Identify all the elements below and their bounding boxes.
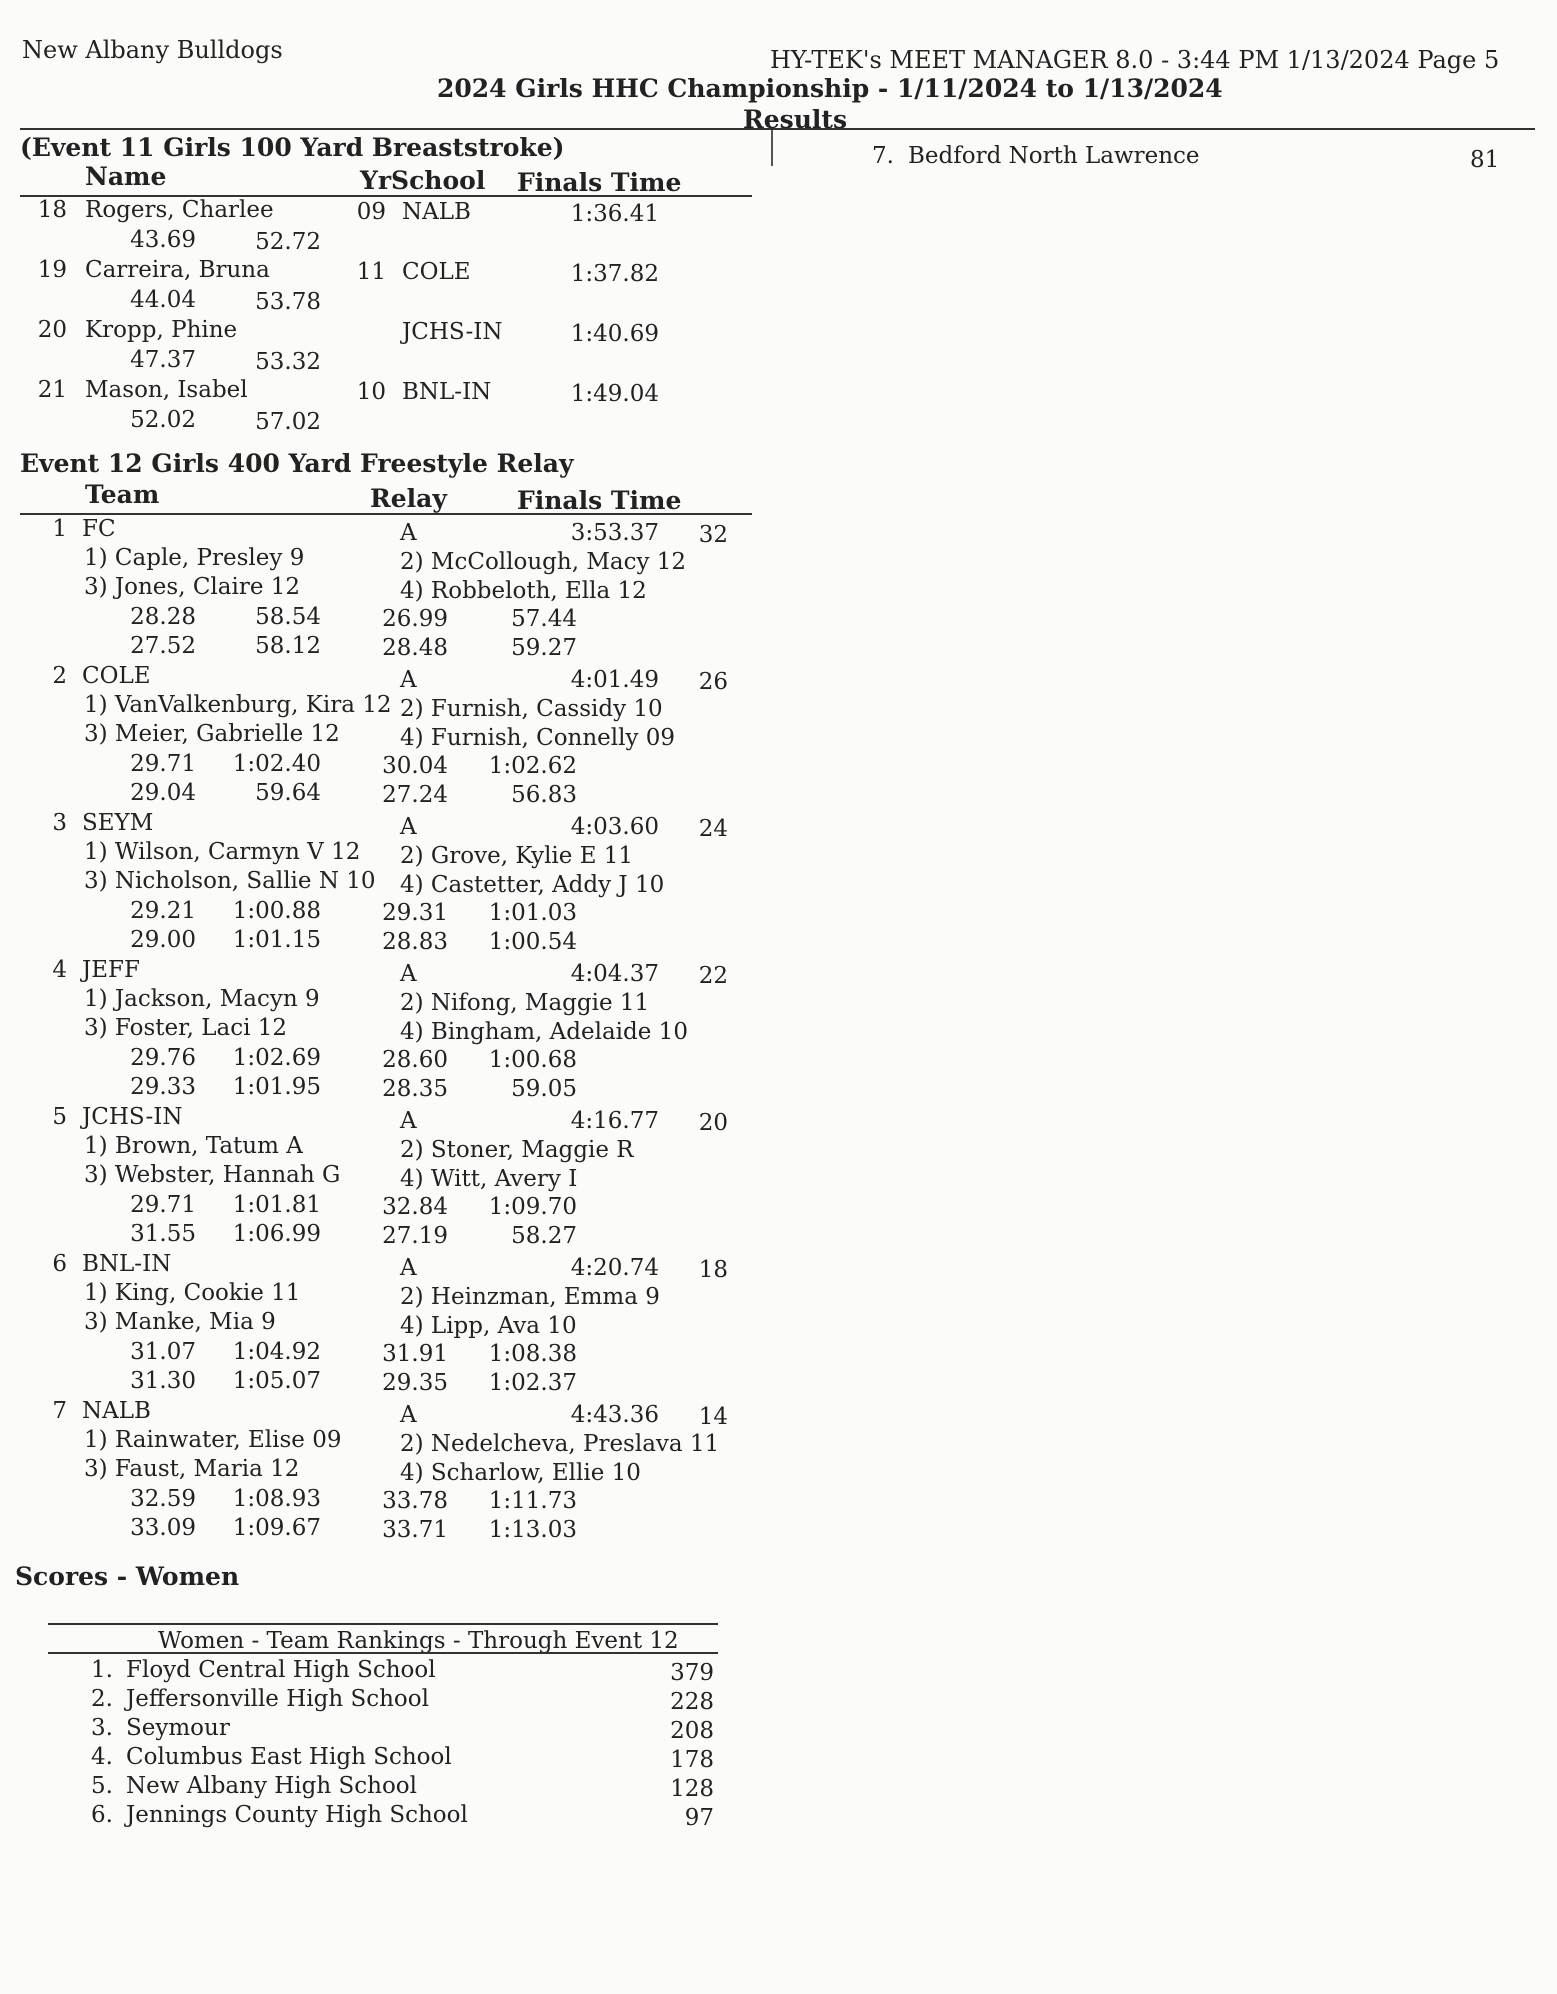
swimmer-name: Carreira, Bruna — [85, 257, 270, 283]
split-time: 27.24 — [382, 782, 448, 808]
finals-time: 4:04.37 — [570, 961, 659, 987]
ranked-team: Seymour — [126, 1715, 230, 1741]
swimmer-school: JCHS-IN — [402, 319, 503, 345]
split-time: 58.54 — [255, 604, 321, 630]
split-time: 29.71 — [130, 1192, 196, 1218]
relay-letter: A — [400, 814, 417, 840]
split-time: 29.31 — [382, 900, 448, 926]
relay-swimmer: 3) Nicholson, Sallie N 10 — [84, 868, 376, 894]
team-name-header: New Albany Bulldogs — [22, 36, 283, 64]
relay-swimmer: 1) VanValkenburg, Kira 12 — [84, 692, 392, 718]
ranked-team: New Albany High School — [126, 1773, 418, 1799]
relay-letter: A — [400, 1108, 417, 1134]
relay-swimmer: 3) Faust, Maria 12 — [84, 1456, 300, 1482]
rank-number: 6. — [91, 1802, 113, 1828]
relay-team: FC — [82, 516, 116, 542]
swimmer-year: 09 — [356, 199, 386, 225]
relay-swimmer: 2) McCollough, Macy 12 — [400, 549, 687, 575]
relay-swimmer: 2) Stoner, Maggie R — [400, 1137, 634, 1163]
relay-team: NALB — [82, 1398, 151, 1424]
split-time: 31.07 — [130, 1339, 196, 1365]
split-time: 30.04 — [382, 753, 448, 779]
split-time: 28.35 — [382, 1076, 448, 1102]
right-team: Bedford North Lawrence — [908, 143, 1200, 169]
event11-col-finals: Finals Time — [517, 168, 682, 197]
split-time: 1:00.68 — [488, 1047, 577, 1073]
split-time: 27.52 — [130, 633, 196, 659]
team-points: 128 — [670, 1776, 714, 1802]
split-time: 1:02.69 — [232, 1045, 321, 1071]
rank-number: 2. — [91, 1686, 113, 1712]
relay-swimmer: 4) Scharlow, Ellie 10 — [400, 1460, 641, 1486]
section-title: Results — [743, 105, 848, 134]
relay-letter: A — [400, 1402, 417, 1428]
relay-points: 22 — [698, 963, 728, 989]
split-time: 29.76 — [130, 1045, 196, 1071]
relay-swimmer: 1) Wilson, Carmyn V 12 — [84, 839, 361, 865]
relay-swimmer: 1) Rainwater, Elise 09 — [84, 1427, 342, 1453]
relay-letter: A — [400, 961, 417, 987]
finals-time: 4:20.74 — [570, 1255, 659, 1281]
split-time: 33.71 — [382, 1517, 448, 1543]
split-time: 33.09 — [130, 1515, 196, 1541]
split-time: 59.64 — [255, 780, 321, 806]
ranked-team: Jeffersonville High School — [126, 1686, 429, 1712]
event11-title: (Event 11 Girls 100 Yard Breaststroke) — [20, 133, 565, 162]
relay-team: JCHS-IN — [82, 1104, 183, 1130]
finals-time: 4:03.60 — [570, 814, 659, 840]
split-time: 58.12 — [255, 633, 321, 659]
relay-swimmer: 3) Foster, Laci 12 — [84, 1015, 288, 1041]
split-time: 1:01.95 — [232, 1074, 321, 1100]
ranked-team: Columbus East High School — [126, 1744, 452, 1770]
split-time: 1:01.15 — [232, 927, 321, 953]
split-time: 58.27 — [511, 1223, 577, 1249]
place-number: 21 — [37, 377, 67, 403]
place-number: 2 — [52, 663, 67, 689]
relay-swimmer: 1) Jackson, Macyn 9 — [84, 986, 320, 1012]
relay-swimmer: 3) Meier, Gabrielle 12 — [84, 721, 340, 747]
split-time: 1:08.38 — [488, 1341, 577, 1367]
event11-col-yrschool: YrSchool — [360, 166, 486, 195]
finals-time: 1:49.04 — [570, 381, 659, 407]
split-time: 33.78 — [382, 1488, 448, 1514]
event12-rule — [20, 513, 752, 515]
split-time: 1:00.54 — [488, 929, 577, 955]
split-time: 56.83 — [511, 782, 577, 808]
relay-swimmer: 4) Castetter, Addy J 10 — [400, 872, 665, 898]
team-points: 228 — [670, 1689, 714, 1715]
relay-swimmer: 2) Furnish, Cassidy 10 — [400, 696, 663, 722]
column-divider — [771, 130, 773, 166]
split-time: 52.72 — [255, 229, 321, 255]
place-number: 6 — [52, 1251, 67, 1277]
ranked-team: Floyd Central High School — [126, 1657, 436, 1683]
scores-title: Scores - Women — [15, 1562, 240, 1591]
finals-time: 4:43.36 — [570, 1402, 659, 1428]
swimmer-school: BNL-IN — [402, 379, 492, 405]
team-points: 208 — [670, 1718, 714, 1744]
split-time: 1:11.73 — [488, 1488, 577, 1514]
relay-points: 20 — [698, 1110, 728, 1136]
split-time: 1:04.92 — [232, 1339, 321, 1365]
relay-letter: A — [400, 667, 417, 693]
split-time: 31.30 — [130, 1368, 196, 1394]
split-time: 53.32 — [255, 349, 321, 375]
relay-swimmer: 4) Witt, Avery I — [400, 1166, 578, 1192]
relay-points: 26 — [698, 669, 728, 695]
rank-number: 4. — [91, 1744, 113, 1770]
finals-time: 1:36.41 — [570, 201, 659, 227]
relay-swimmer: 2) Grove, Kylie E 11 — [400, 843, 634, 869]
split-time: 1:02.37 — [488, 1370, 577, 1396]
relay-swimmer: 3) Manke, Mia 9 — [84, 1309, 276, 1335]
relay-points: 32 — [698, 522, 728, 548]
split-time: 1:02.40 — [232, 751, 321, 777]
relay-swimmer: 2) Nedelcheva, Preslava 11 — [400, 1431, 720, 1457]
swimmer-name: Mason, Isabel — [85, 377, 248, 403]
place-number: 5 — [52, 1104, 67, 1130]
swimmer-year: 10 — [356, 379, 386, 405]
header-rule — [20, 128, 1535, 130]
split-time: 1:08.93 — [232, 1486, 321, 1512]
finals-time: 3:53.37 — [570, 520, 659, 546]
rankings-top-rule — [48, 1623, 718, 1625]
rankings-table-title: Women - Team Rankings - Through Event 12 — [158, 1628, 679, 1654]
split-time: 29.35 — [382, 1370, 448, 1396]
swimmer-name: Kropp, Phine — [85, 317, 238, 343]
relay-team: JEFF — [82, 957, 140, 983]
split-time: 1:09.70 — [488, 1194, 577, 1220]
split-time: 52.02 — [130, 407, 196, 433]
split-time: 29.33 — [130, 1074, 196, 1100]
right-points: 81 — [1470, 147, 1500, 173]
relay-swimmer: 1) Caple, Presley 9 — [84, 545, 305, 571]
meet-title: 2024 Girls HHC Championship - 1/11/2024 to 1/13/2024 — [437, 74, 1223, 103]
split-time: 32.84 — [382, 1194, 448, 1220]
split-time: 59.05 — [511, 1076, 577, 1102]
relay-team: BNL-IN — [82, 1251, 172, 1277]
event12-col-finals: Finals Time — [517, 486, 682, 515]
rank-number: 1. — [91, 1657, 113, 1683]
swimmer-year: 11 — [356, 259, 386, 285]
split-time: 28.60 — [382, 1047, 448, 1073]
ranked-team: Jennings County High School — [126, 1802, 468, 1828]
event12-col-team: Team — [85, 480, 160, 509]
relay-swimmer: 4) Bingham, Adelaide 10 — [400, 1019, 688, 1045]
split-time: 1:13.03 — [488, 1517, 577, 1543]
place-number: 20 — [37, 317, 67, 343]
split-time: 26.99 — [382, 606, 448, 632]
place-number: 18 — [37, 197, 67, 223]
relay-team: COLE — [82, 663, 151, 689]
split-time: 1:01.03 — [488, 900, 577, 926]
team-points: 97 — [684, 1805, 714, 1831]
relay-points: 14 — [698, 1404, 728, 1430]
split-time: 47.37 — [130, 347, 196, 373]
split-time: 1:05.07 — [232, 1368, 321, 1394]
split-time: 31.91 — [382, 1341, 448, 1367]
split-time: 57.44 — [511, 606, 577, 632]
swimmer-school: COLE — [402, 259, 471, 285]
relay-letter: A — [400, 520, 417, 546]
place-number: 1 — [52, 516, 67, 542]
finals-time: 1:40.69 — [570, 321, 659, 347]
rank-number: 5. — [91, 1773, 113, 1799]
split-time: 32.59 — [130, 1486, 196, 1512]
split-time: 53.78 — [255, 289, 321, 315]
team-points: 178 — [670, 1747, 714, 1773]
split-time: 29.71 — [130, 751, 196, 777]
place-number: 4 — [52, 957, 67, 983]
split-time: 28.83 — [382, 929, 448, 955]
swimmer-school: NALB — [402, 199, 471, 225]
split-time: 27.19 — [382, 1223, 448, 1249]
event12-title: Event 12 Girls 400 Yard Freestyle Relay — [20, 449, 574, 478]
relay-points: 24 — [698, 816, 728, 842]
rank-number: 3. — [91, 1715, 113, 1741]
split-time: 1:00.88 — [232, 898, 321, 924]
split-time: 1:02.62 — [488, 753, 577, 779]
finals-time: 1:37.82 — [570, 261, 659, 287]
split-time: 1:09.67 — [232, 1515, 321, 1541]
relay-swimmer: 4) Robbeloth, Ella 12 — [400, 578, 647, 604]
relay-swimmer: 4) Lipp, Ava 10 — [400, 1313, 577, 1339]
right-rank: 7. — [872, 143, 894, 169]
split-time: 44.04 — [130, 287, 196, 313]
event12-col-relay: Relay — [370, 484, 447, 513]
relay-letter: A — [400, 1255, 417, 1281]
relay-swimmer: 2) Heinzman, Emma 9 — [400, 1284, 660, 1310]
relay-swimmer: 4) Furnish, Connelly 09 — [400, 725, 676, 751]
split-time: 43.69 — [130, 227, 196, 253]
event11-col-name: Name — [85, 162, 167, 191]
relay-swimmer: 1) Brown, Tatum A — [84, 1133, 303, 1159]
relay-swimmer: 1) King, Cookie 11 — [84, 1280, 301, 1306]
split-time: 29.00 — [130, 927, 196, 953]
split-time: 1:06.99 — [232, 1221, 321, 1247]
place-number: 3 — [52, 810, 67, 836]
relay-swimmer: 2) Nifong, Maggie 11 — [400, 990, 650, 1016]
relay-team: SEYM — [82, 810, 154, 836]
place-number: 19 — [37, 257, 67, 283]
place-number: 7 — [52, 1398, 67, 1424]
finals-time: 4:16.77 — [570, 1108, 659, 1134]
team-points: 379 — [670, 1660, 714, 1686]
split-time: 29.21 — [130, 898, 196, 924]
split-time: 31.55 — [130, 1221, 196, 1247]
split-time: 29.04 — [130, 780, 196, 806]
software-stamp: HY-TEK's MEET MANAGER 8.0 - 3:44 PM 1/13/2024 Page 5 — [770, 46, 1500, 74]
split-time: 28.28 — [130, 604, 196, 630]
finals-time: 4:01.49 — [570, 667, 659, 693]
split-time: 1:01.81 — [232, 1192, 321, 1218]
rankings-bottom-rule — [48, 1652, 718, 1654]
swimmer-name: Rogers, Charlee — [85, 197, 274, 223]
relay-swimmer: 3) Jones, Claire 12 — [84, 574, 301, 600]
split-time: 28.48 — [382, 635, 448, 661]
relay-swimmer: 3) Webster, Hannah G — [84, 1162, 341, 1188]
relay-points: 18 — [698, 1257, 728, 1283]
split-time: 59.27 — [511, 635, 577, 661]
split-time: 57.02 — [255, 409, 321, 435]
